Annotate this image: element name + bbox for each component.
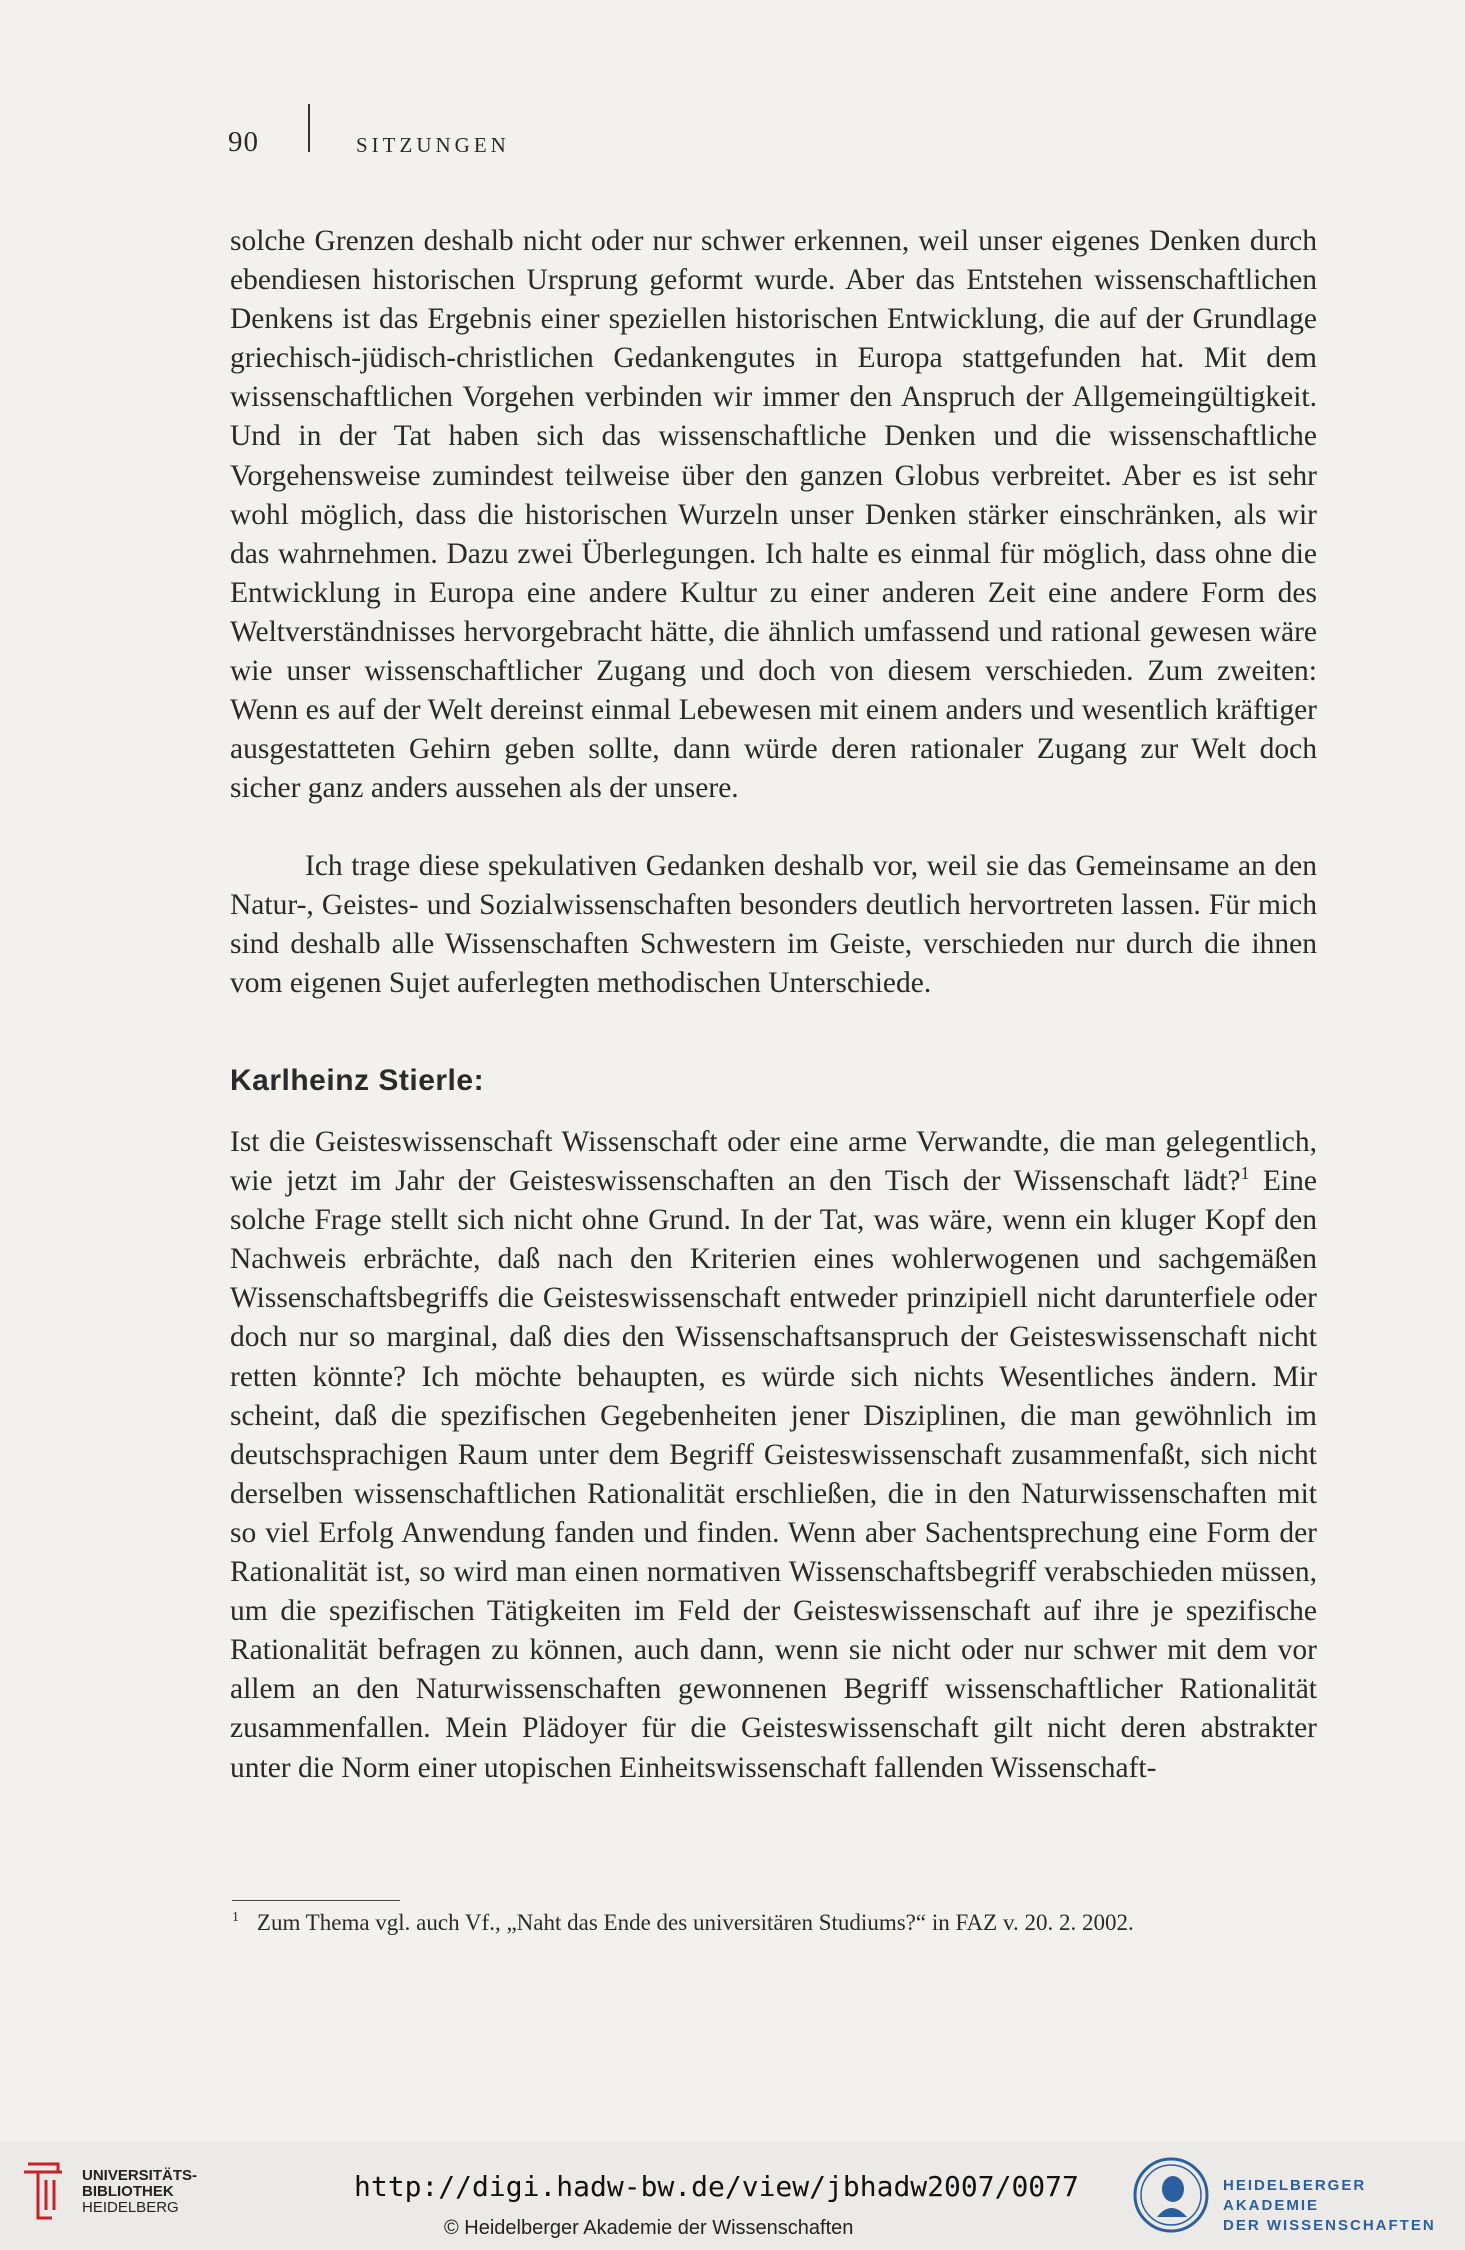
library-name-line-1: UNIVERSITÄTS- [82,2167,198,2184]
body-paragraph-3 [230,1123,1317,1788]
footnote-marker: 1 [232,1909,239,1925]
copyright-notice: © Heidelberger Akademie der Wissenschaften [444,2217,854,2239]
running-head: SITZUNGEN [356,133,510,157]
library-name-line-3: HEIDELBERG [82,2199,179,2216]
academy-seal-icon [1131,2155,1211,2235]
source-url-link[interactable]: http://digi.hadw-bw.de/view/jbhadw2007/0077 [354,2170,1079,2203]
academy-name-line-1: HEIDELBERGER AKADEMIE [1223,2177,1367,2214]
body-paragraph-2: Ich trage diese spekulativen Gedanken deshalb vor, weil sie das Gemeinsame an den Natur-, Geistes- und Sozialwissenschaften besonders deutlich hervortreten lassen. Für mich sind deshalb alle Wissenschaften Schwestern im Geiste, verschieden nur durch die ihnen vom eigenen Sujet auferlegten methodischen Unterschiede. [230,850,1317,1000]
paragraph-3-part-a: Ist die Geisteswissenschaft Wissenschaft oder eine arme Verwandte, die man gelegentlich, wie jetzt im Jahr der Geisteswissenschaften an den Tisch der Wissenschaft lädt? [230,1126,1317,1198]
page-number: 90 [228,126,259,158]
paragraph-3-part-b: Eine solche Frage stellt sich nicht ohne Grund. In der Tat, was wäre, wenn ein kluger Kopf den Nachweis erbrächte, daß nach den Kriterien eines wohlerwogenen und sachgemäßen Wissenschaftsbegriffs die Geisteswissenschaft entweder prinzipiell nicht darunterfiele oder doch nur so marginal, daß dies den Wissenschaftsanspruch der Geisteswissenschaft nicht retten könnte? Ich möchte behaupten, es würde sich nichts Wesentliches ändern. Mir scheint, daß die spezifischen Gegebenheiten jener Disziplinen, die man gewöhnlich im deutschsprachigen Raum unter dem Begriff Geisteswissenschaft zusammenfaßt, sich nicht derselben wissenschaftlichen Rationalität erschließen, die in den Naturwissenschaften mit so viel Erfolg Anwendung fanden und finden. Wenn aber Sachentsprechung eine Form der Rationalität ist, so wird man einen normativen Wissenschaftsbegriff verabschieden müssen, um die spezifischen Tätigkeiten im Feld der Geisteswissenschaft auf ihre je spezifische Rationalität befragen zu können, auch dann, wenn sie nicht oder nur schwer mit dem vor allem an den Naturwissenschaften gewonnenen Begriff wissenschaftlicher Rationalität zusammenfallen. Mein Plädoyer für die Geisteswissenschaft gilt nicht deren abstrakter unter die Norm einer utopischen Einheitswissenschaft fallenden Wissenschaft- [230,1165,1317,1784]
library-name-line-2: BIBLIOTHEK [82,2183,174,2200]
footnote-reference[interactable]: 1 [1240,1163,1250,1184]
footnote-divider [232,1900,400,1901]
section-heading: Karlheinz Stierle: [230,1064,485,1097]
footnote-text: Zum Thema vgl. auch Vf., „Naht das Ende des universitären Studiums?“ in FAZ v. 20. 2. 2002. [256,1910,1134,1935]
footnote [232,1908,1134,1938]
academy-name [1223,2176,1465,2236]
body-paragraph-1: solche Grenzen deshalb nicht oder nur schwer erkennen, weil unser eigenes Denken durch ebendiesen historischen Ursprung geformt wurde. Aber das Entstehen wissenschaftlichen Denkens ist das Ergebnis einer speziellen historischen Entwicklung, die auf der Grundlage griechisch-jüdisch-christlichen Gedankengutes in Europa stattgefunden hat. Mit dem wissenschaftlichen Vorgehen verbinden wir immer den Anspruch der Allgemeingültigkeit. Und in der Tat haben sich das wissenschaftliche Denken und die wissenschaftliche Vorgehensweise zumindest teilweise über den ganzen Globus verbreitet. Aber es ist sehr wohl möglich, dass die historischen Wurzeln unser Denken stärker einschränken, als wir das wahrnehmen. Dazu zwei Überlegungen. Ich halte es einmal für möglich, dass ohne die Entwicklung in Europa eine andere Kultur zu einer anderen Zeit eine andere Form des Weltverständnisses hervorgebracht hätte, die ähnlich umfassend und rational gewesen wäre wie unser wissenschaftlicher Zugang und doch von diesem verschieden. Zum zweiten: Wenn es auf der Welt dereinst einmal Lebewesen mit einem anders und wesentlich kräftiger ausgestatteten Gehirn geben sollte, dann würde deren rationaler Zugang zur Welt doch sicher ganz anders aussehen als der unsere. [230,225,1317,805]
library-name [82,2168,197,2216]
header-divider [308,104,310,152]
library-logo-icon [18,2152,78,2232]
academy-name-line-2: DER WISSENSCHAFTEN [1223,2217,1436,2234]
